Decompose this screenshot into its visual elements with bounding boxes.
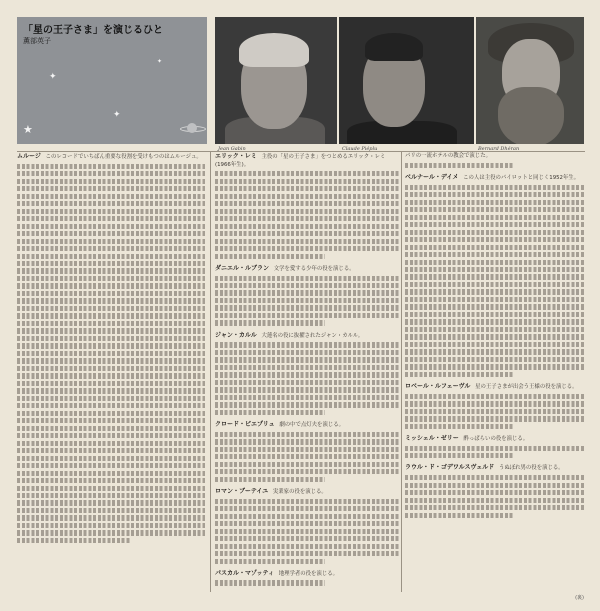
performer-name: エリック・レミ — [215, 153, 257, 160]
star-icon: ✦ — [49, 72, 57, 82]
planet-icon — [187, 123, 197, 133]
title-panel — [17, 17, 207, 144]
performer-name: ロマン・ブーテイユ — [215, 487, 269, 495]
list-item — [405, 153, 585, 168]
list-item — [215, 332, 399, 415]
performer-name: ミッシェル・ゼリー — [405, 435, 459, 442]
performer-text: 大蓮名の役に抜擢されたジャン・カルル。 — [261, 332, 364, 339]
text-column-2 — [215, 153, 399, 592]
performer-text: 地理学者の役を演じる。 — [278, 570, 339, 577]
portrait-photo-2 — [339, 17, 474, 144]
text-column-1 — [17, 153, 205, 549]
page-number: (裏) — [575, 595, 584, 601]
list-item — [405, 174, 585, 377]
list-item — [215, 570, 399, 586]
list-item — [405, 383, 585, 429]
performer-name: ムルージ — [17, 153, 41, 160]
author-credit: 薫部英子 — [23, 37, 51, 45]
photo-caption-3: Bernard Dhéran — [478, 146, 520, 152]
performer-name: ベルナール・デイメ — [405, 173, 459, 181]
photo-caption-2: Claude Piéplu — [342, 146, 378, 152]
performer-name: ダニエル・ルブラン — [215, 264, 270, 272]
list-item — [17, 153, 205, 543]
performer-name: クロード・ピエプリュ — [215, 421, 275, 429]
list-item — [215, 265, 399, 326]
performer-name: パスカル・マゾッティ — [215, 569, 274, 577]
performer-text: この人は主役のパイロットと同じく1952年生。 — [463, 174, 580, 181]
text-column-3 — [405, 153, 585, 524]
list-item — [405, 464, 585, 517]
star-icon: ★ — [23, 123, 33, 136]
performer-name: ジャン・カルル — [215, 331, 257, 339]
list-item — [215, 153, 399, 259]
list-item — [405, 435, 585, 458]
star-icon: ✦ — [113, 110, 121, 120]
star-icon: ✦ — [157, 58, 163, 65]
performer-text: 実業家の役を演じる。 — [272, 488, 327, 495]
performer-text: 劇の中で点灯夫を演じる。 — [279, 422, 345, 429]
list-item — [215, 488, 399, 564]
performer-text: うぬぼれ男の役を演じる。 — [498, 465, 564, 472]
portrait-photo-3 — [476, 17, 584, 144]
performer-text: 酔っぱらいの役を演じる。 — [463, 436, 529, 442]
performer-name: ロベール・ルフェーヴル — [405, 383, 471, 391]
portrait-photo-1 — [215, 17, 337, 144]
page-title: 「星の王子さま」を演じるひと — [23, 25, 163, 36]
performer-name: ラウル・ド・ゴデワルスヴェルド — [405, 464, 495, 472]
column-divider — [401, 152, 402, 592]
performer-text: 文学を愛する少年の役を演じる。 — [273, 265, 355, 272]
photo-caption-1: Jean Gabin — [218, 146, 246, 152]
divider — [17, 151, 585, 152]
performer-text: このレコードでいちばん重要な役割を受けもつのはムルージュ。 — [45, 154, 202, 160]
column-divider — [210, 152, 211, 592]
performer-text: 星の王子さまが出会う王様の役を演じる。 — [475, 384, 578, 391]
continued-text: パリの一流ホテルの教会で演じた。 — [405, 153, 491, 159]
performer-text: 主役の「星の王子さま」をつとめるエリック・レミ(1966年生)。 — [215, 154, 386, 168]
list-item — [215, 421, 399, 482]
